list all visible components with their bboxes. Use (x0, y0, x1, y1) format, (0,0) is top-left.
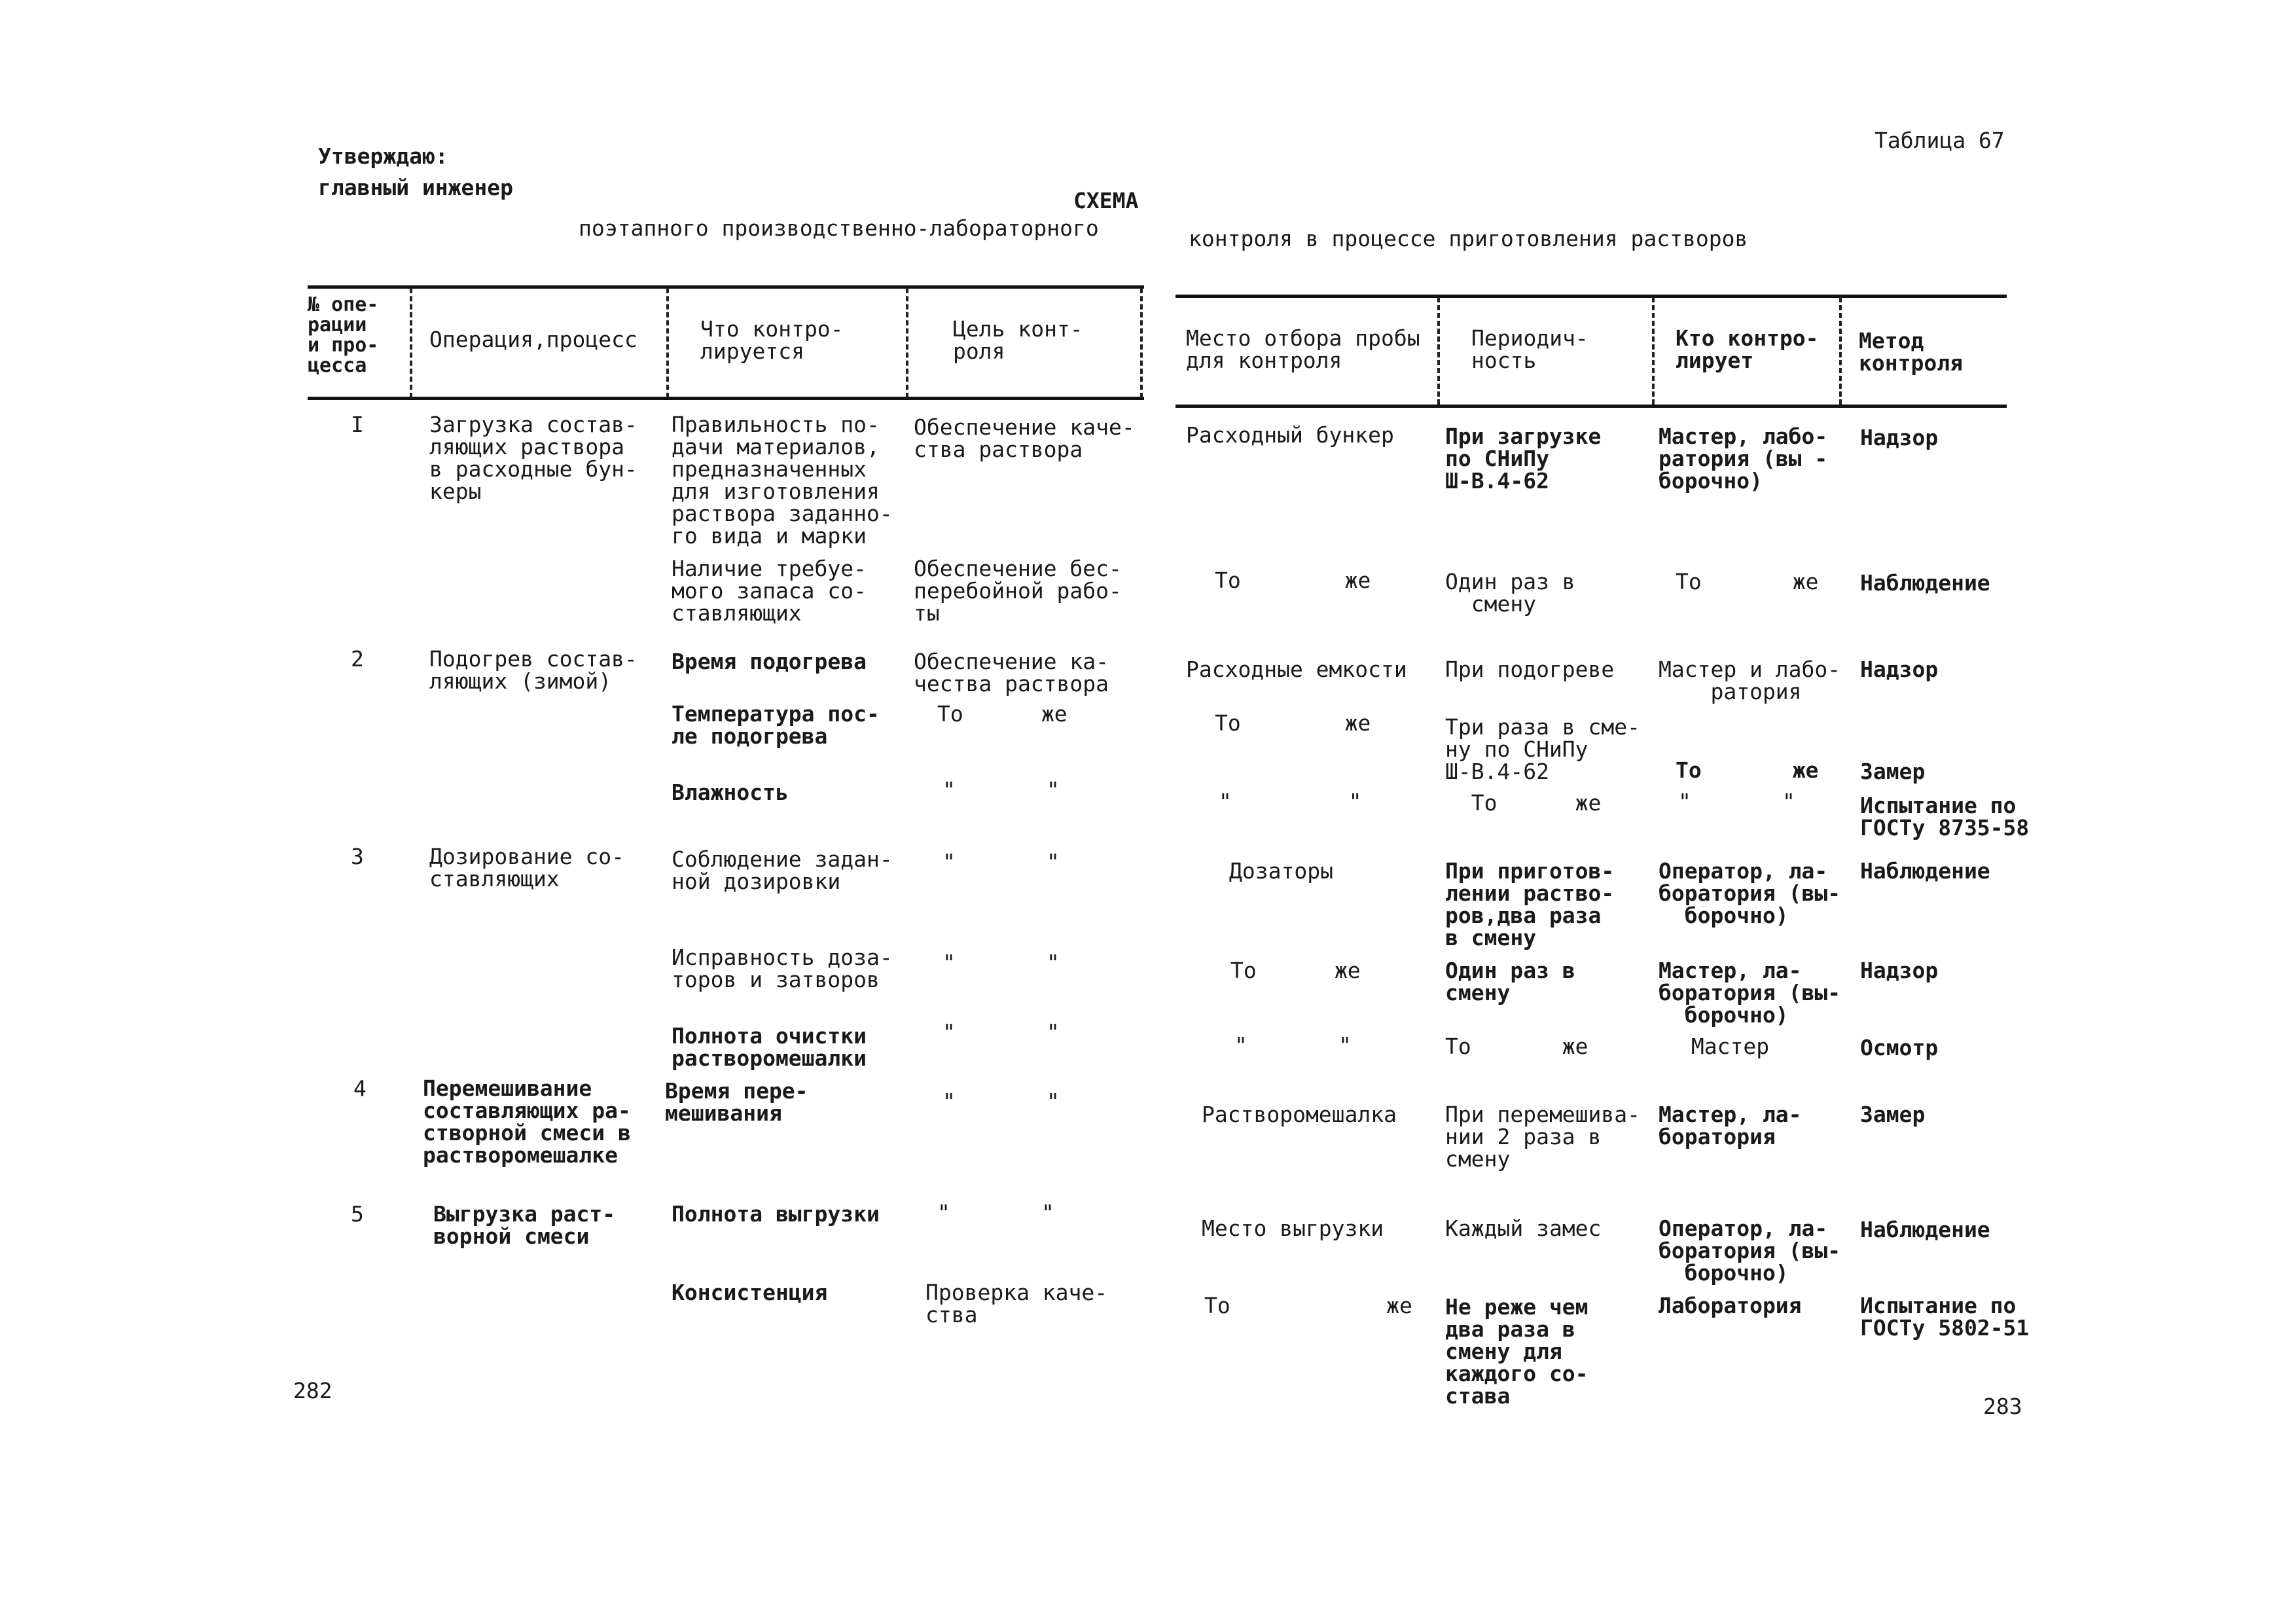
controlled-item-cell: Время пере- мешивания (665, 1078, 808, 1126)
method-cell: Испытание по ГОСТу 5802-51 (1860, 1293, 2030, 1341)
goal-cell: " " (942, 1089, 1060, 1114)
header-bottom-rule-left (308, 397, 1144, 400)
controller-cell: Оператор, ла- боратория (вы- борочно) (1659, 858, 1841, 928)
periodicity-cell: Не реже чем два раза в смену для каждого со- става (1445, 1294, 1588, 1409)
periodicity-cell: Три раза в сме- ну по СНиПу Ш-В.4-62 (1445, 714, 1641, 784)
col-header-who: Кто контро- лирует (1676, 325, 1819, 373)
controller-cell: Лаборатория (1659, 1293, 1802, 1318)
goal-cell: Обеспечение каче- ства раствора (914, 414, 1135, 462)
col-divider (1839, 297, 1842, 405)
goal-cell: " " (942, 777, 1060, 803)
periodicity-cell: При приготов- лении раство- ров,два раза в смену (1445, 858, 1615, 950)
op-number: 2 (351, 646, 364, 672)
col-header-period: Периодич- ность (1471, 325, 1588, 373)
controller-cell: " " (1678, 789, 1795, 814)
col-divider (1437, 297, 1440, 405)
page-number-right: 283 (1983, 1394, 2022, 1419)
sample-place-cell: То же (1230, 958, 1361, 983)
sample-place-cell: Расходные емкости (1186, 657, 1407, 682)
method-cell: Наблюдение (1860, 858, 1990, 884)
goal-cell: " " (942, 1019, 1060, 1045)
col-divider (410, 288, 412, 398)
controlled-item-cell: Полнота выгрузки (672, 1201, 880, 1227)
method-cell: Надзор (1860, 657, 1939, 682)
controlled-item-cell: Температура пос- ле подогрева (672, 701, 880, 749)
method-cell: Замер (1860, 1102, 1926, 1127)
goal-cell: " " (942, 950, 1060, 975)
sample-place-cell: " " (1219, 789, 1362, 814)
header-top-rule-right (1175, 295, 2007, 298)
method-cell: Наблюдение (1860, 1217, 1990, 1242)
operation-cell: Загрузка состав- ляющих раствора в расходные бун- керы (429, 412, 637, 504)
goal-cell: " " (942, 849, 1060, 875)
method-cell: Испытание по ГОСТу 8735-58 (1860, 793, 2030, 840)
approval-line-1: Утверждаю: (318, 143, 448, 169)
sample-place-cell: То же (1215, 710, 1371, 736)
controller-cell: Мастер, ла- боратория (1659, 1102, 1802, 1149)
op-number: 4 (353, 1075, 367, 1101)
col-header-operation: Операция,процесс (429, 327, 637, 352)
col-header-method: Метод контроля (1859, 328, 1963, 376)
sample-place-cell: Расходный бункер (1186, 422, 1394, 448)
controlled-item-cell: Наличие требуе- мого запаса со- ставляющих (672, 556, 867, 626)
controller-cell: Мастер, лабо- ратория (вы - борочно) (1659, 424, 1828, 494)
col-divider (906, 288, 908, 398)
sample-place-cell: Растворомешалка (1202, 1102, 1397, 1127)
method-cell: Осмотр (1860, 1035, 1939, 1060)
controller-cell: То же (1676, 757, 1819, 783)
operation-cell: Дозирование со- ставляющих (429, 844, 625, 892)
periodicity-cell: То же (1445, 1034, 1588, 1059)
sample-place-cell: То же (1204, 1293, 1412, 1318)
col-header-place: Место отбора пробы для контроля (1186, 325, 1420, 373)
sample-place-cell: Место выгрузки (1202, 1216, 1384, 1241)
operation-cell: Перемешивание составляющих ра- створной смеси в растворомешалке (423, 1075, 631, 1168)
periodicity-cell: При подогреве (1445, 657, 1615, 682)
goal-cell: " " (937, 1200, 1054, 1225)
header-top-rule-left (308, 285, 1144, 289)
heading-left: поэтапного производственно-лабораторного (579, 215, 1099, 241)
col-header-goal: Цель конт- роля (953, 316, 1083, 364)
col-header-what: Что контро- лируется (700, 316, 844, 364)
controlled-item-cell: Правильность по- дачи материалов, предназначенных для изготовления раствора заданно- го вида и марки (672, 412, 893, 549)
op-number: 5 (351, 1201, 364, 1227)
controlled-item-cell: Время подогрева (672, 649, 867, 674)
schema-title: СХЕМА (1073, 188, 1139, 213)
periodicity-cell: То же (1445, 790, 1602, 816)
col-header-op-no: № опе- рации и про- цесса (308, 293, 379, 377)
sample-place-cell: Дозаторы (1229, 858, 1333, 884)
controlled-item-cell: Консистенция (672, 1280, 828, 1305)
op-number: 3 (351, 844, 364, 869)
periodicity-cell: При загрузке по СНиПу Ш-В.4-62 (1445, 424, 1602, 494)
goal-cell: Проверка каче- ства (925, 1280, 1108, 1327)
method-cell: Надзор (1860, 958, 1939, 983)
sample-place-cell: То же (1215, 568, 1371, 593)
operation-cell: Подогрев состав- ляющих (зимой) (429, 646, 637, 694)
controller-cell: Мастер, ла- боратория (вы- борочно) (1659, 958, 1841, 1028)
controller-cell: Мастер и лабо- ратория (1659, 657, 1841, 704)
goal-cell: Обеспечение ка- чества раствора (914, 649, 1109, 696)
method-cell: Надзор (1860, 425, 1939, 450)
controlled-item-cell: Исправность доза- торов и затворов (672, 945, 893, 992)
controller-cell: То же (1676, 569, 1819, 594)
periodicity-cell: Каждый замес (1445, 1216, 1602, 1241)
periodicity-cell: При перемешива- нии 2 раза в смену (1445, 1102, 1641, 1172)
method-cell: Наблюдение (1860, 570, 1990, 596)
table-label: Таблица 67 (1874, 128, 2005, 153)
controller-cell: Мастер (1678, 1034, 1770, 1059)
goal-cell: То же (937, 701, 1067, 727)
controlled-item-cell: Влажность (672, 780, 789, 805)
controller-cell: Оператор, ла- боратория (вы- борочно) (1659, 1216, 1841, 1286)
heading-right: контроля в процессе приготовления растворов (1189, 226, 1748, 251)
header-bottom-rule-right (1175, 405, 2007, 408)
page-number-left: 282 (293, 1378, 332, 1403)
periodicity-cell: Один раз в смену (1445, 958, 1575, 1005)
controlled-item-cell: Соблюдение задан- ной дозировки (672, 846, 893, 894)
goal-cell: Обеспечение бес- перебойной рабо- ты (914, 556, 1122, 626)
periodicity-cell: Один раз в смену (1445, 569, 1575, 617)
method-cell: Замер (1860, 759, 1926, 784)
col-divider (1652, 297, 1655, 405)
controlled-item-cell: Полнота очистки растворомешалки (672, 1023, 867, 1071)
sample-place-cell: " " (1234, 1032, 1352, 1058)
col-divider (666, 288, 669, 398)
col-divider (1140, 288, 1143, 398)
op-number: I (351, 412, 364, 437)
operation-cell: Выгрузка раст- ворной смеси (433, 1201, 616, 1249)
approval-line-2: главный инженер (318, 175, 514, 200)
